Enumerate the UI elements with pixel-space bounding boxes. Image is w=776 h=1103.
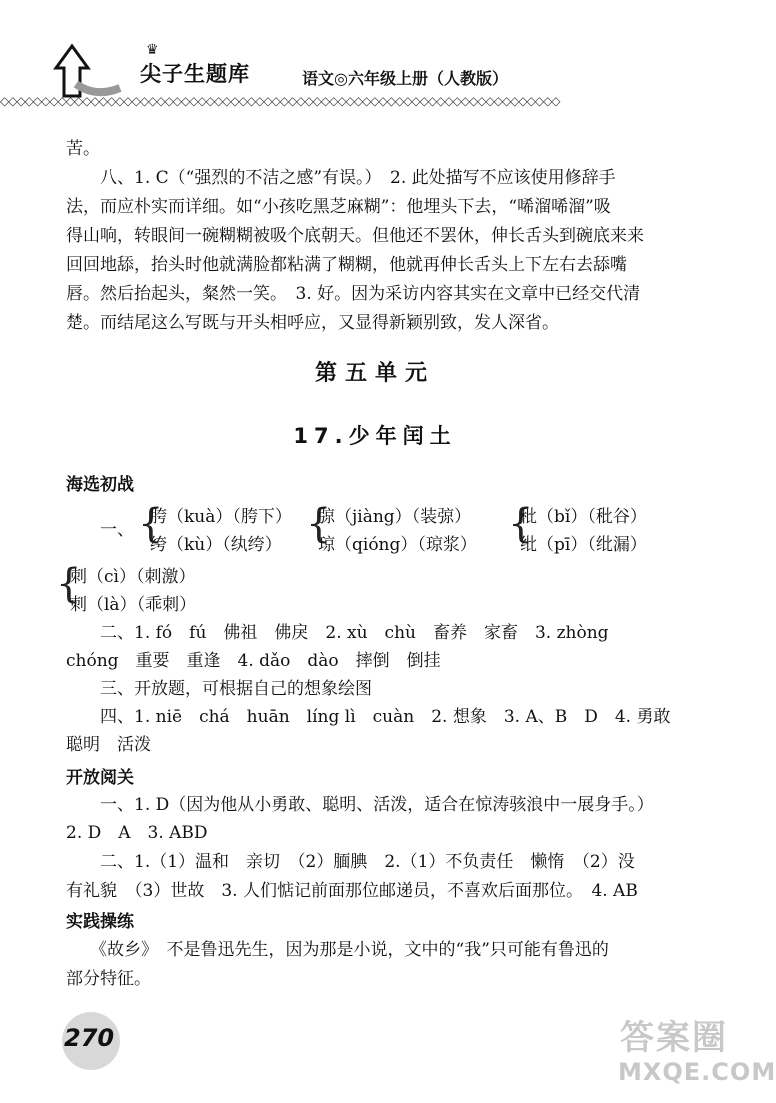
pinyin-item: 秕（bǐ）（秕谷） — [520, 507, 647, 527]
text-line: 三、开放题，可根据自己的想象绘图 — [100, 679, 372, 699]
question-label: 一、 — [100, 520, 134, 540]
pinyin-item: 绔（kù）（纨绔） — [150, 535, 282, 555]
unit-title: 第五单元 — [314, 361, 435, 386]
brace-icon: { — [508, 501, 534, 547]
text-line: 四、1. niē chá huān líng lì cuàn 2. 想象 3. A、B D 4. 勇敢 — [100, 707, 671, 727]
text-line: 楚。而结尾这么写既与开头相呼应，又显得新颖别致，发人深省。 — [66, 313, 559, 333]
text-line: 二、1. fó fú 佛祖 佛戾 2. xù chù 畜养 家畜 3. zhòng — [100, 623, 609, 643]
text-line: chóng 重要 重逢 4. dǎo dào 摔倒 倒挂 — [66, 651, 441, 671]
arrow-logo-icon — [52, 40, 122, 100]
watermark-text: 答案圈 — [620, 1018, 728, 1058]
section-heading: 开放阅关 — [66, 768, 134, 788]
section-heading: 实践操练 — [66, 912, 134, 932]
text-line: 回回地舔，抬头时他就满脸都粘满了糊糊，他就再伸长舌头上下左右去舔嘴 — [66, 255, 627, 275]
watermark — [618, 1006, 776, 1100]
crown-icon: ♛ — [146, 42, 159, 58]
page-header — [0, 0, 750, 110]
subject-label: 语文◎六年级上册（人教版） — [302, 69, 508, 88]
page-number: 270 — [64, 1024, 115, 1052]
text-line: 2. D A 3. ABD — [66, 823, 208, 843]
text-line: 得山响，转眼间一碗糊糊被吸个底朝天。但他还不罢休，伸长舌头到碗底来来 — [66, 226, 644, 246]
text-line: 一、1. D（因为他从小勇敢、聪明、活泼，适合在惊涛骇浪中一展身手。） — [100, 795, 654, 815]
decorative-divider: ◇◇◇◇◇◇◇◇◇◇◇◇◇◇◇◇◇◇◇◇◇◇◇◇◇◇◇◇◇◇◇◇◇◇◇◇◇◇◇◇◇◇◇◇◇◇◇◇◇◇◇◇◇◇◇◇◇◇◇◇◇◇◇◇◇◇◇◇ — [0, 94, 560, 108]
pinyin-item: 刺（là）（乖刺） — [70, 595, 197, 615]
pinyin-item: 胯（kuà）（胯下） — [150, 507, 292, 527]
text-line: 有礼貌 （3）世故 3. 人们惦记前面那位邮递员，不喜欢后面那位。 4. AB — [66, 881, 638, 901]
pinyin-item: 纰（pī）（纰漏） — [520, 535, 647, 555]
text-line: 部分特征。 — [66, 969, 151, 989]
brace-icon: { — [138, 501, 164, 547]
pinyin-item: 刺（cì）（刺激） — [70, 567, 196, 587]
text-line: 二、1.（1）温和 亲切 （2）腼腆 2.（1）不负责任 懒惰 （2）没 — [100, 852, 635, 872]
watermark-url: MXQE.COM — [618, 1058, 776, 1086]
pinyin-item: 琼（qióng）（琼浆） — [318, 535, 477, 555]
text-line: 《故乡》 不是鲁迅先生，因为那是小说，文中的“我”只可能有鲁迅的 — [90, 940, 609, 960]
text-line: 聪明 活泼 — [66, 735, 151, 755]
pinyin-item: 弶（jiàng）（装弶） — [318, 507, 472, 527]
brace-icon: { — [306, 501, 332, 547]
page-number-badge — [62, 1012, 120, 1070]
text-line: 苦。 — [66, 139, 100, 159]
text-line: 唇。然后抬起头，粲然一笑。 3. 好。因为采访内容其实在文章中已经交代清 — [66, 284, 641, 304]
text-line: 法，而应朴实而详细。如“小孩吃黑芝麻糊”：他埋头下去，“唏溜唏溜”吸 — [66, 197, 611, 217]
lesson-title: 17.少年闰土 — [293, 424, 457, 448]
brand-title: 尖子生题库 — [140, 62, 250, 86]
section-heading: 海选初战 — [66, 475, 134, 495]
brace-icon: { — [56, 561, 82, 607]
text-line: 八、1. C（“强烈的不洁之感”有误。） 2. 此处描写不应该使用修辞手 — [100, 168, 616, 188]
